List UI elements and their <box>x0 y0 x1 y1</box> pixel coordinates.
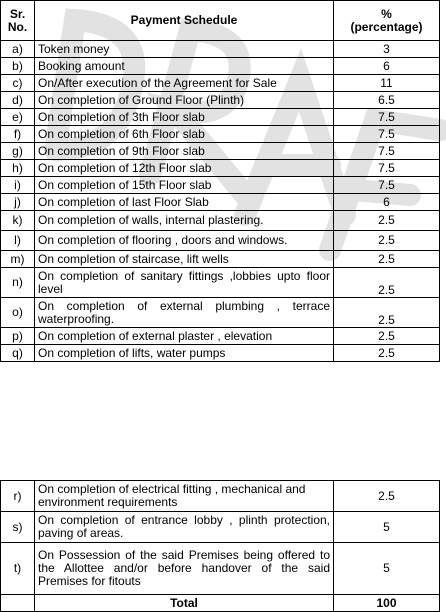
table-row <box>1 92 440 109</box>
total-sr-empty <box>1 595 35 612</box>
row-description: On Possession of the said Premises being offered to the Allottee and/or before handover of the said Premises for fitouts <box>35 543 334 595</box>
table-row <box>1 268 440 298</box>
row-description: Booking amount <box>35 58 334 75</box>
row-percentage: 6.5 <box>334 92 440 109</box>
row-percentage: 6 <box>334 58 440 75</box>
row-percentage: 3 <box>334 41 440 58</box>
row-description: On/After execution of the Agreement for Sale <box>35 75 334 92</box>
row-sr: t) <box>1 543 35 595</box>
table-row <box>1 211 440 231</box>
row-description: On completion of 15th Floor slab <box>35 177 334 194</box>
row-sr: s) <box>1 512 35 543</box>
row-sr: n) <box>1 268 35 298</box>
row-sr: f) <box>1 126 35 143</box>
table-row <box>1 109 440 126</box>
row-description: On completion of electrical fitting , mechanical and environment requirements <box>35 481 334 512</box>
header-sr-no: Sr. No. <box>1 1 35 41</box>
row-sr: i) <box>1 177 35 194</box>
row-description: Token money <box>35 41 334 58</box>
row-sr: p) <box>1 328 35 345</box>
row-sr: l) <box>1 231 35 251</box>
table-row <box>1 328 440 345</box>
row-percentage: 7.5 <box>334 177 440 194</box>
row-percentage: 2.5 <box>334 328 440 345</box>
row-percentage: 7.5 <box>334 126 440 143</box>
table-row <box>1 298 440 328</box>
table-row <box>1 345 440 362</box>
row-percentage: 6 <box>334 194 440 211</box>
row-description: On completion of external plaster , elevation <box>35 328 334 345</box>
row-percentage: 2.5 <box>334 251 440 268</box>
row-description: On completion of lifts, water pumps <box>35 345 334 362</box>
row-description: On completion of entrance lobby , plinth protection, paving of areas. <box>35 512 334 543</box>
table-header-row <box>1 1 440 41</box>
total-label: Total <box>35 595 334 612</box>
header-percentage-label: (percentage) <box>350 19 423 34</box>
row-percentage: 7.5 <box>334 160 440 177</box>
row-percentage: 2.5 <box>334 211 440 231</box>
row-description: On completion of 9th Floor slab <box>35 143 334 160</box>
row-sr: k) <box>1 211 35 231</box>
row-description: On completion of walls, internal plastering. <box>35 211 334 231</box>
row-description: On completion of Ground Floor (Plinth) <box>35 92 334 109</box>
row-percentage: 2.5 <box>334 268 440 298</box>
header-payment-schedule: Payment Schedule <box>35 1 334 41</box>
row-percentage: 7.5 <box>334 143 440 160</box>
row-percentage: 7.5 <box>334 109 440 126</box>
row-description: On completion of 12th Floor slab <box>35 160 334 177</box>
row-percentage: 2.5 <box>334 345 440 362</box>
row-sr: g) <box>1 143 35 160</box>
row-percentage: 5 <box>334 543 440 595</box>
table-row <box>1 231 440 251</box>
row-sr: q) <box>1 345 35 362</box>
row-percentage: 2.5 <box>334 298 440 328</box>
row-percentage: 2.5 <box>334 481 440 512</box>
row-sr: j) <box>1 194 35 211</box>
row-description: On completion of 6th Floor slab <box>35 126 334 143</box>
row-sr: b) <box>1 58 35 75</box>
row-sr: h) <box>1 160 35 177</box>
total-row <box>1 595 440 612</box>
table-row <box>1 177 440 194</box>
row-percentage: 11 <box>334 75 440 92</box>
row-sr: a) <box>1 41 35 58</box>
row-description: On completion of staircase, lift wells <box>35 251 334 268</box>
table-row <box>1 543 440 595</box>
table-row <box>1 58 440 75</box>
row-sr: m) <box>1 251 35 268</box>
header-percent-symbol: % <box>381 6 392 21</box>
table-row <box>1 75 440 92</box>
row-sr: c) <box>1 75 35 92</box>
row-sr: r) <box>1 481 35 512</box>
row-description: On completion of sanitary fittings ,lobbies upto floor level <box>35 268 334 298</box>
table-row <box>1 251 440 268</box>
table-row <box>1 126 440 143</box>
row-description: On completion of last Floor Slab <box>35 194 334 211</box>
row-sr: e) <box>1 109 35 126</box>
row-percentage: 2.5 <box>334 231 440 251</box>
row-percentage: 5 <box>334 512 440 543</box>
row-description: On completion of 3th Floor slab <box>35 109 334 126</box>
total-value: 100 <box>334 595 440 612</box>
table-row <box>1 160 440 177</box>
table-row <box>1 41 440 58</box>
table-row <box>1 194 440 211</box>
row-sr: d) <box>1 92 35 109</box>
table-row <box>1 512 440 543</box>
row-description: On completion of external plumbing , terrace waterproofing. <box>35 298 334 328</box>
table-row <box>1 143 440 160</box>
table-row <box>1 481 440 512</box>
payment-schedule-table-continued <box>0 480 440 612</box>
row-sr: o) <box>1 298 35 328</box>
row-description: On completion of flooring , doors and windows. <box>35 231 334 251</box>
header-percentage <box>334 1 440 41</box>
